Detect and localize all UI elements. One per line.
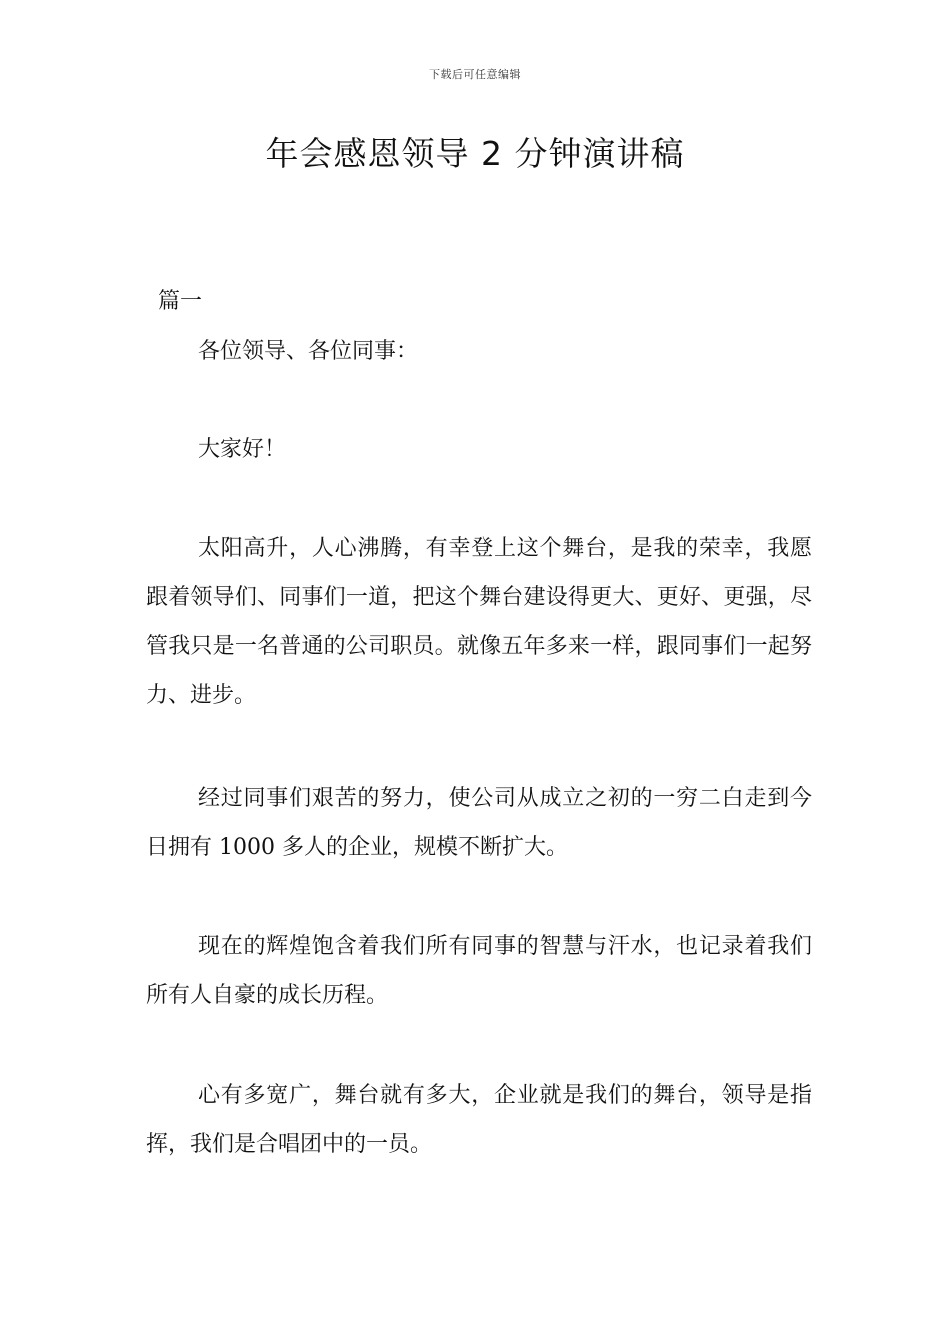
document-title: 年会感恩领导 2 分钟演讲稿 xyxy=(265,134,685,173)
section-label: 篇一 xyxy=(158,289,203,314)
paragraph-2: 经过同事们艰苦的努力，使公司从成立之初的一穷二白走到今日拥有 1000 多人的企业，规模不断扩大。 xyxy=(146,786,812,860)
header-note: 下载后可任意编辑 xyxy=(429,68,521,81)
greeting-line: 各位领导、各位同事： xyxy=(198,339,419,364)
hello-line: 大家好！ xyxy=(198,437,287,462)
paragraph-1: 太阳高升，人心沸腾，有幸登上这个舞台，是我的荣幸，我愿跟着领导们、同事们一道，把这个舞台建设得更大、更好、更强，尽管我只是一名普通的公司职员。就像五年多来一样，跟同事们一起努力、进步。 xyxy=(146,536,812,708)
paragraph-4: 心有多宽广，舞台就有多大，企业就是我们的舞台，领导是指挥，我们是合唱团中的一员。 xyxy=(146,1083,812,1157)
paragraph-3: 现在的辉煌饱含着我们所有同事的智慧与汗水，也记录着我们所有人自豪的成长历程。 xyxy=(146,934,812,1008)
